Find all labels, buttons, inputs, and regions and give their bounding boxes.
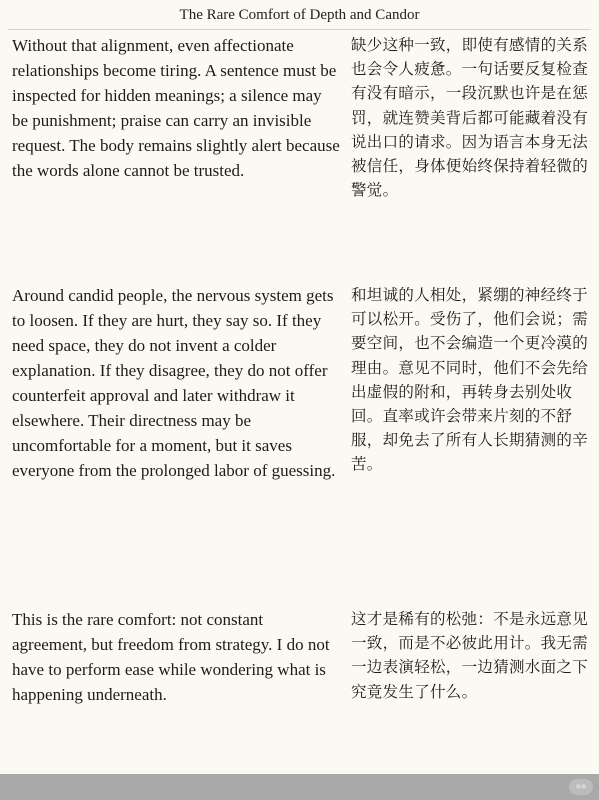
header-divider: [8, 29, 591, 30]
chinese-paragraph: 缺少这种一致，即使有感情的关系也会令人疲惫。一句话要反复检查有没有暗示，一段沉默也许是在惩罚，就连赞美背后都可能藏着没有说出口的请求。因为语言本身无法被信任，身体便始终保持着轻微的警觉。: [351, 36, 589, 200]
english-paragraph: Around candid people, the nervous system gets to loosen. If they are hurt, they say so. If they need space, they do not invent a colder explanation. If they disagree, they do not offer counterfeit approval and later withdraw it elsewhere. Their directness may be uncomfortable for a moment, but it saves everyone from the prolonged labor of guessing.: [12, 286, 336, 480]
chinese-paragraph: 和坦诚的人相处，紧绷的神经终于可以松开。受伤了，他们会说；需要空间，也不会编造一个更冷漠的理由。意见不同时，他们不会先给出虚假的附和，再转身去别处收回。直率或许会带来片刻的不舒服，却免去了所有人长期猜测的辛苦。: [351, 286, 589, 474]
english-paragraph: Without that alignment, even affectionate relationships become tiring. A sentence must be inspected for hidden meanings; a silence may be punishment; praise can carry an invisible request. The body remains slightly alert because the words alone cannot be trusted.: [12, 36, 340, 180]
page-title: The Rare Comfort of Depth and Candor: [179, 7, 420, 23]
english-paragraph: This is the rare comfort: not constant agreement, but freedom from strategy. I do not have to perform ease while wondering what is happening underneath.: [12, 610, 330, 704]
chinese-paragraph: 这才是稀有的松弛：不是永远意见一致，而是不必彼此用计。我无需一边表演轻松，一边猜测水面之下究竟发生了什么。: [351, 610, 589, 701]
bottom-bar: [0, 774, 599, 800]
watermark-badge-icon: ●●: [569, 779, 593, 795]
